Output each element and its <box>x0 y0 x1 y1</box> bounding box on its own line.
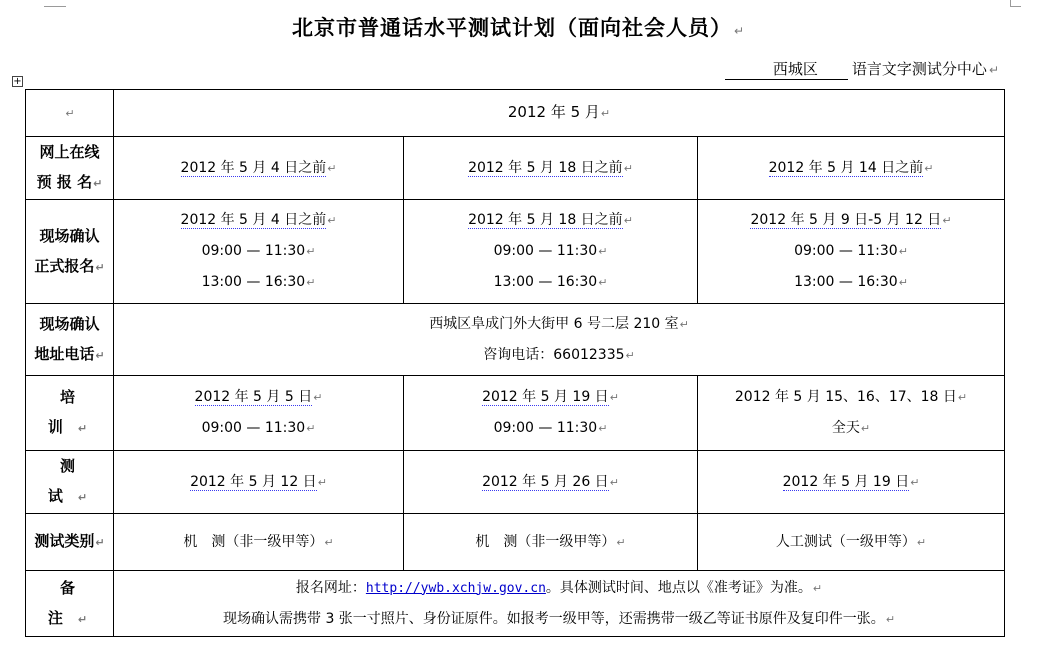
test-cell-2: 2012 年 5 月 26 日↵ <box>404 451 698 514</box>
page-title: 北京市普通话水平测试计划（面向社会人员） ↵ <box>291 16 746 40</box>
table-row-onsite <box>26 200 1005 304</box>
training-cell-2: 2012 年 5 月 19 日↵ 09:00 — 11:30↵ <box>404 376 698 451</box>
table-row-category <box>26 514 1005 571</box>
onsite-cell-1: 2012 年 5 月 4 日之前↵ 09:00 — 11:30↵ 13:00 — 16:30↵ <box>114 200 404 304</box>
phone-text: 咨询电话：66012335 <box>483 346 625 363</box>
online-cell-3: 2012 年 5 月 14 日之前↵ <box>698 137 1005 200</box>
subtitle: 西城区 语言文字测试分中心 ↵ <box>725 58 999 80</box>
table-row-notes <box>26 571 1005 637</box>
center-name: 语言文字测试分中心 <box>851 60 987 78</box>
table-row-test <box>26 451 1005 514</box>
table-move-handle-icon[interactable]: + <box>13 76 22 87</box>
label-training: 培 训↵ <box>26 376 114 451</box>
test-cell-1: 2012 年 5 月 12 日↵ <box>114 451 404 514</box>
notes-cell: 报名网址：http://ywb.xchjw.gov.cn。具体测试时间、地点以《准考证》为准。↵ 现场确认需携带 3 张一寸照片、身份证原件。如报考一级甲等，还需携带一级乙等证书原件及复印件一张。↵ <box>114 571 1005 637</box>
schedule-table <box>25 89 1005 637</box>
table-row-online <box>26 137 1005 200</box>
notes-line-2: 现场确认需携带 3 张一寸照片、身份证原件。如报考一级甲等，还需携带一级乙等证书原件及复印件一张。 <box>223 610 885 627</box>
address-cell: 西城区阜成门外大街甲 6 号二层 210 室↵ 咨询电话：66012335↵ <box>114 304 1005 376</box>
category-cell-3: 人工测试（一级甲等）↵ <box>698 514 1005 571</box>
online-cell-2: 2012 年 5 月 18 日之前↵ <box>404 137 698 200</box>
training-cell-3: 2012 年 5 月 15、16、17、18 日↵ 全天↵ <box>698 376 1005 451</box>
table-row-header <box>26 90 1005 137</box>
table-row-training <box>26 376 1005 451</box>
label-test: 测 试↵ <box>26 451 114 514</box>
address-text: 西城区阜成门外大街甲 6 号二层 210 室 <box>429 315 679 332</box>
test-cell-3: 2012 年 5 月 19 日↵ <box>698 451 1005 514</box>
label-onsite-address: 现场确认 地址电话↵ <box>26 304 114 376</box>
page-corner-mark <box>44 0 66 7</box>
onsite-cell-3: 2012 年 5 月 9 日-5 月 12 日↵ 09:00 — 11:30↵ 13:00 — 16:30↵ <box>698 200 1005 304</box>
district-name: 西城区 <box>725 58 848 80</box>
table-row-address <box>26 304 1005 376</box>
label-onsite-register: 现场确认 正式报名↵ <box>26 200 114 304</box>
label-test-category: 测试类别↵ <box>26 514 114 571</box>
label-online-preregister: 网上在线 预 报 名↵ <box>26 137 114 200</box>
training-cell-1: 2012 年 5 月 5 日↵ 09:00 — 11:30↵ <box>114 376 404 451</box>
onsite-cell-2: 2012 年 5 月 18 日之前↵ 09:00 — 11:30↵ 13:00 — 16:30↵ <box>404 200 698 304</box>
category-cell-1: 机 测（非一级甲等）↵ <box>114 514 404 571</box>
label-notes: 备 注↵ <box>26 571 114 637</box>
page-corner-mark-right <box>1010 0 1021 7</box>
category-cell-2: 机 测（非一级甲等）↵ <box>404 514 698 571</box>
header-empty-cell: ↵ <box>26 90 114 137</box>
header-month-cell: 2012 年 5 月↵ <box>114 90 1005 137</box>
online-cell-1: 2012 年 5 月 4 日之前↵ <box>114 137 404 200</box>
registration-url-link[interactable]: http://ywb.xchjw.gov.cn <box>365 580 546 596</box>
